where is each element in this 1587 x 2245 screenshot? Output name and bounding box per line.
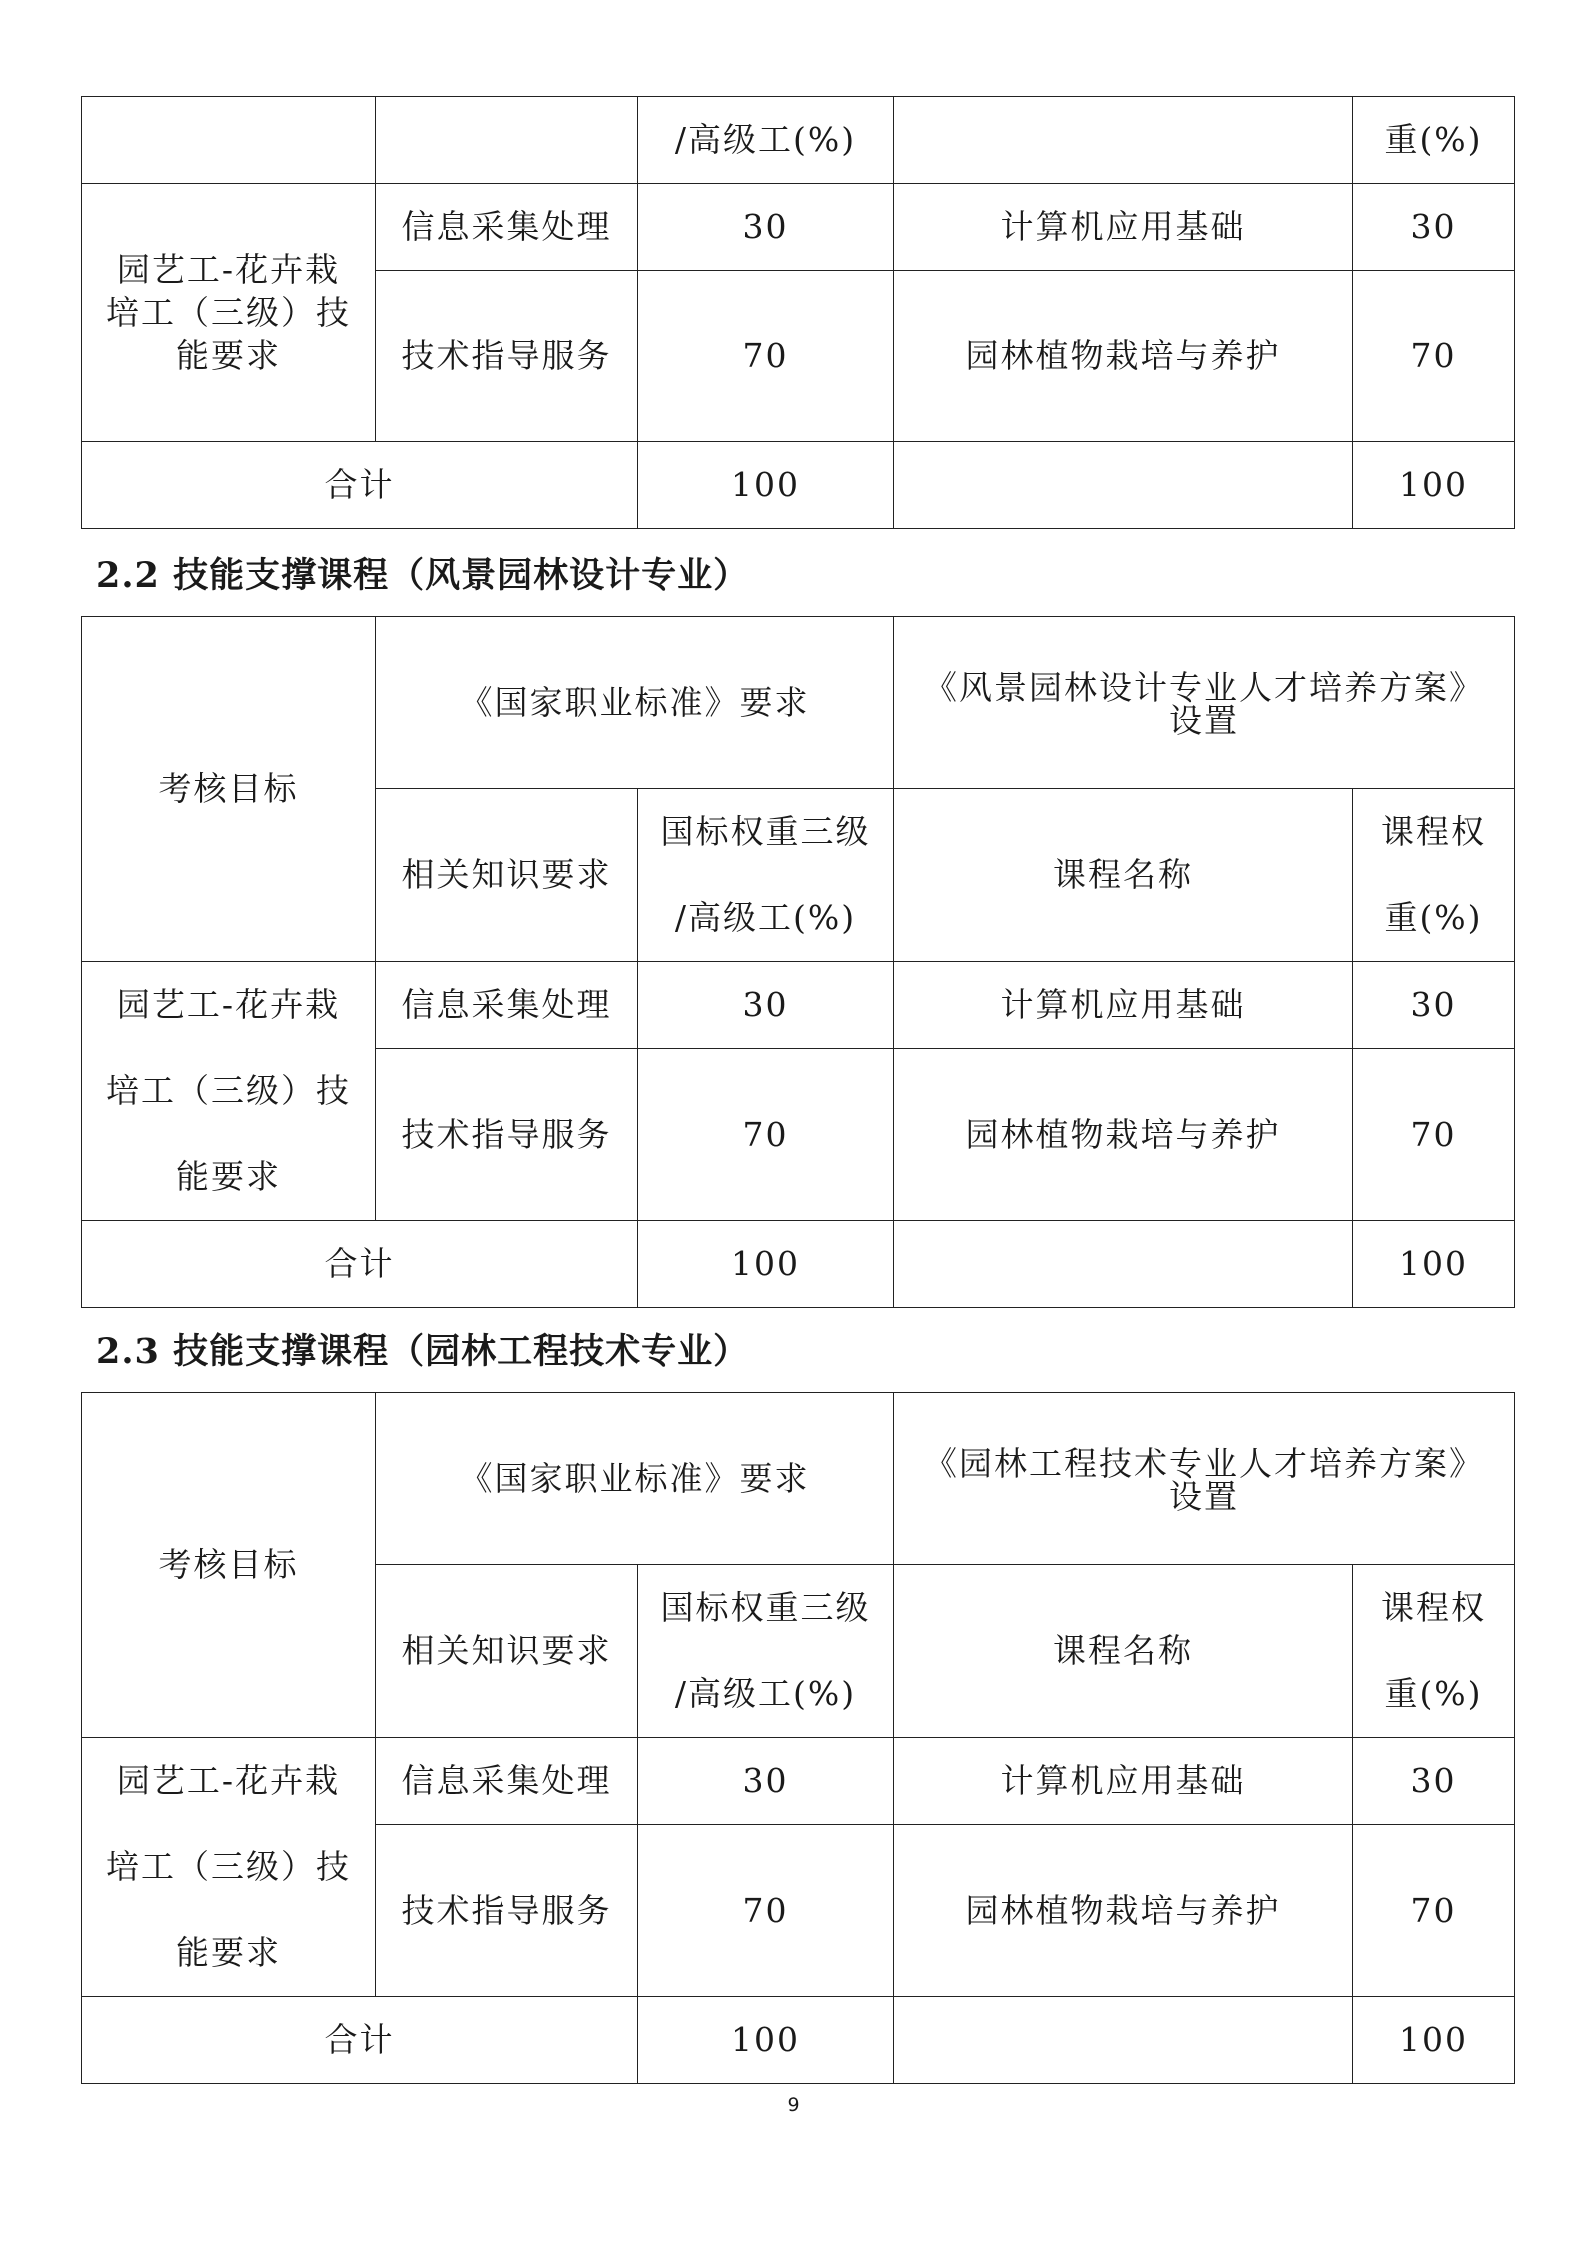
header-course-weight xyxy=(1353,1565,1515,1738)
course-weight-cell: 30 xyxy=(1353,184,1515,271)
course-cell: 计算机应用基础 xyxy=(894,184,1353,271)
weight-cell: 70 xyxy=(638,1825,894,1997)
course-weight-cell: 70 xyxy=(1353,1825,1515,1997)
weight-cell: 70 xyxy=(638,271,894,442)
total-weight: 100 xyxy=(638,1997,894,2084)
total-course-weight: 100 xyxy=(1353,1221,1515,1308)
header-standard: 《国家职业标准》要求 xyxy=(376,617,894,789)
goal-cell xyxy=(82,962,376,1221)
table-row xyxy=(82,184,1515,271)
header-plan xyxy=(894,617,1515,789)
total-course-weight: 100 xyxy=(1353,1997,1515,2084)
header-plan xyxy=(894,1393,1515,1565)
course-cell: 园林植物栽培与养护 xyxy=(894,1049,1353,1221)
header-plan-line: 设置 xyxy=(1169,700,1239,740)
weight-cell: 30 xyxy=(638,1738,894,1825)
table-row xyxy=(82,442,1515,529)
page-number: 9 xyxy=(787,2094,800,2116)
goal-line: 培工（三级）技 xyxy=(106,293,351,332)
knowledge-cell: 信息采集处理 xyxy=(376,962,638,1049)
goal-line: 能要求 xyxy=(176,1933,281,1972)
goal-cell xyxy=(82,1738,376,1997)
goal-line: 能要求 xyxy=(176,336,281,375)
header-weight-line: 国标权重三级 xyxy=(660,1588,871,1627)
header-weight-line: /高级工(%) xyxy=(674,1674,857,1713)
table-row xyxy=(82,617,1515,789)
header-knowledge: 相关知识要求 xyxy=(376,789,638,962)
knowledge-cell: 技术指导服务 xyxy=(376,1049,638,1221)
table-row xyxy=(82,1393,1515,1565)
knowledge-cell: 信息采集处理 xyxy=(376,1738,638,1825)
total-weight: 100 xyxy=(638,442,894,529)
header-course: 课程名称 xyxy=(894,789,1353,962)
knowledge-cell: 技术指导服务 xyxy=(376,271,638,442)
knowledge-cell: 技术指导服务 xyxy=(376,1825,638,1997)
header-knowledge: 相关知识要求 xyxy=(376,1565,638,1738)
header-course-weight xyxy=(1353,789,1515,962)
table-row xyxy=(82,1738,1515,1825)
table-row xyxy=(82,962,1515,1049)
table-row xyxy=(82,97,1515,184)
header-plan-line: 《园林工程技术专业人才培养方案》 xyxy=(924,1443,1484,1483)
header-course-weight-line: 课程权 xyxy=(1381,812,1486,851)
weight-cell: 30 xyxy=(638,184,894,271)
cell-empty xyxy=(894,442,1353,529)
section-heading: 2.3 技能支撑课程（园林工程技术专业） xyxy=(96,1331,750,1372)
goal-line: 园艺工-花卉栽 xyxy=(116,250,341,289)
course-cell: 园林植物栽培与养护 xyxy=(894,271,1353,442)
goal-line: 培工（三级）技 xyxy=(106,1847,351,1886)
header-weight xyxy=(638,789,894,962)
cell-empty xyxy=(894,1997,1353,2084)
goal-line: 园艺工-花卉栽 xyxy=(116,1761,341,1800)
total-weight: 100 xyxy=(638,1221,894,1308)
header-plan-line: 设置 xyxy=(1169,1476,1239,1516)
header-standard: 《国家职业标准》要求 xyxy=(376,1393,894,1565)
cell-empty xyxy=(82,97,376,184)
table-row xyxy=(82,1997,1515,2084)
course-weight-cell: 30 xyxy=(1353,1738,1515,1825)
table-1 xyxy=(81,96,1515,529)
cell-empty xyxy=(894,97,1353,184)
course-weight-cell: 30 xyxy=(1353,962,1515,1049)
course-cell: 计算机应用基础 xyxy=(894,962,1353,1049)
header-course-weight-line: 课程权 xyxy=(1381,1588,1486,1627)
total-course-weight: 100 xyxy=(1353,442,1515,529)
header-course-weight-tail: 重(%) xyxy=(1353,97,1515,184)
total-label: 合计 xyxy=(82,442,638,529)
header-weight-tail: /高级工(%) xyxy=(638,97,894,184)
header-weight-line: 国标权重三级 xyxy=(660,812,871,851)
total-label: 合计 xyxy=(82,1221,638,1308)
table-2 xyxy=(81,616,1515,1308)
course-cell: 园林植物栽培与养护 xyxy=(894,1825,1353,1997)
total-label: 合计 xyxy=(82,1997,638,2084)
goal-cell xyxy=(82,184,376,442)
header-weight-line: /高级工(%) xyxy=(674,898,857,937)
goal-line: 园艺工-花卉栽 xyxy=(116,985,341,1024)
header-course-weight-line: 重(%) xyxy=(1384,898,1483,937)
course-weight-cell: 70 xyxy=(1353,271,1515,442)
header-weight xyxy=(638,1565,894,1738)
section-heading: 2.2 技能支撑课程（风景园林设计专业） xyxy=(96,555,750,596)
cell-empty xyxy=(376,97,638,184)
header-goal: 考核目标 xyxy=(82,1393,376,1738)
table-3 xyxy=(81,1392,1515,2084)
goal-line: 能要求 xyxy=(176,1157,281,1196)
header-course-weight-line: 重(%) xyxy=(1384,1674,1483,1713)
course-weight-cell: 70 xyxy=(1353,1049,1515,1221)
header-course: 课程名称 xyxy=(894,1565,1353,1738)
header-plan-line: 《风景园林设计专业人才培养方案》 xyxy=(924,667,1484,707)
cell-empty xyxy=(894,1221,1353,1308)
table-row xyxy=(82,1221,1515,1308)
header-goal: 考核目标 xyxy=(82,617,376,962)
knowledge-cell: 信息采集处理 xyxy=(376,184,638,271)
goal-line: 培工（三级）技 xyxy=(106,1071,351,1110)
weight-cell: 30 xyxy=(638,962,894,1049)
course-cell: 计算机应用基础 xyxy=(894,1738,1353,1825)
weight-cell: 70 xyxy=(638,1049,894,1221)
